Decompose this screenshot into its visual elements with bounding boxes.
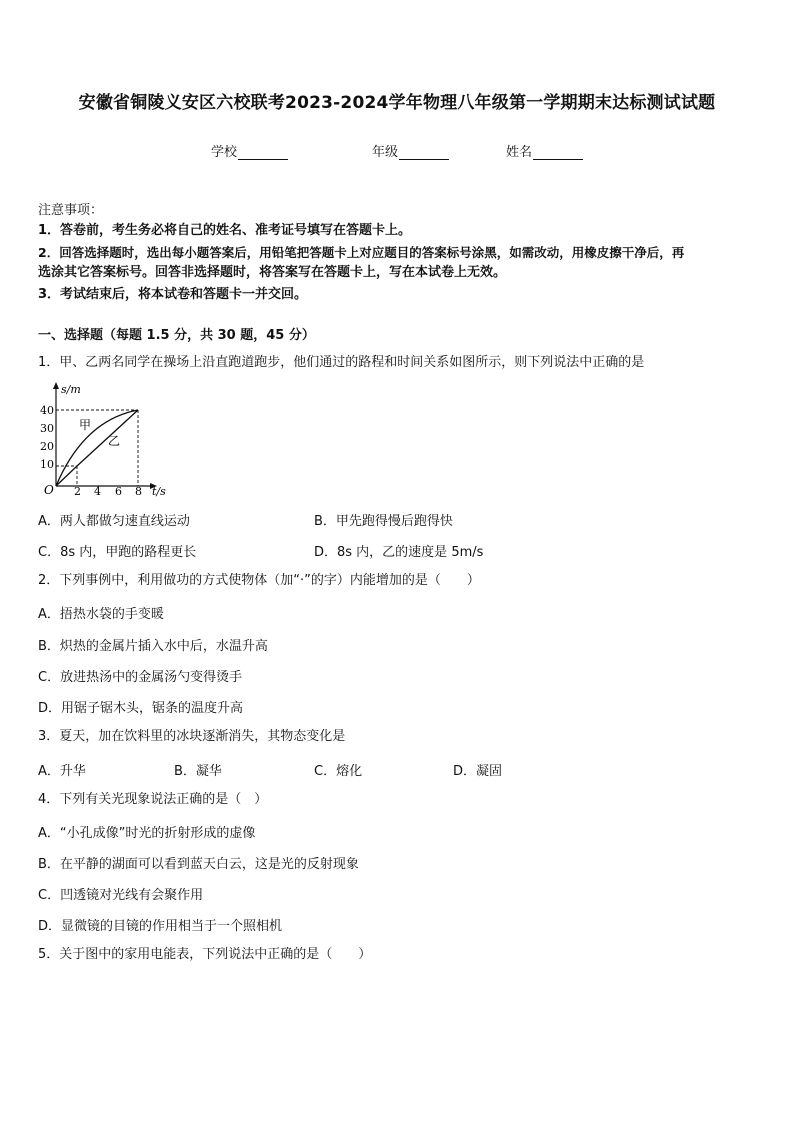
y-tick-10: 10 bbox=[40, 458, 54, 471]
label-yi: 乙 bbox=[108, 434, 121, 448]
school-field bbox=[211, 141, 288, 160]
q1-option-b: B．甲先跑得慢后跑得快 bbox=[314, 514, 453, 529]
x-tick-2: 2 bbox=[74, 485, 81, 498]
q2-option-b: B．炽热的金属片插入水中后，水温升高 bbox=[38, 639, 268, 654]
q1-option-a: A．两人都做匀速直线运动 bbox=[38, 514, 190, 529]
y-axis-label: s/m bbox=[61, 383, 81, 396]
q3-stem: 3．夏天，加在饮料里的冰块逐渐消失，其物态变化是 bbox=[38, 729, 346, 744]
origin-label: O bbox=[44, 483, 54, 497]
q4-option-c: C．凹透镜对光线有会聚作用 bbox=[38, 888, 204, 903]
curve-jia bbox=[56, 410, 138, 486]
name-field bbox=[506, 141, 583, 160]
q1-option-c: C．8s 内，甲跑的路程更长 bbox=[38, 545, 197, 560]
x-tick-8: 8 bbox=[135, 485, 142, 498]
notice-item-2a: 2．回答选择题时，选出每小题答案后，用铅笔把答题卡上对应题目的答案标号涂黑，如需改动，用橡皮擦干净后，再 bbox=[38, 245, 685, 260]
q1-stem: 1．甲、乙两名同学在操场上沿直跑道跑步，他们通过的路程和时间关系如图所示，则下列说法中正确的是 bbox=[38, 355, 645, 370]
x-tick-6: 6 bbox=[115, 485, 122, 498]
y-tick-20: 20 bbox=[40, 440, 54, 453]
q3-option-d: D．凝固 bbox=[453, 764, 503, 779]
q5-stem: 5．关于图中的家用电能表，下列说法中正确的是（ ） bbox=[38, 947, 372, 962]
notice-item-2b: 选涂其它答案标号。回答非选择题时，将答案写在答题卡上，写在本试卷上无效。 bbox=[38, 265, 507, 280]
q4-option-a: A．“小孔成像”时光的折射形成的虚像 bbox=[38, 826, 256, 841]
q4-stem: 4．下列有关光现象说法正确的是（ ） bbox=[38, 792, 268, 807]
x-axis-label: t/s bbox=[152, 485, 166, 498]
grade-field bbox=[372, 141, 449, 160]
q4-option-b: B．在平静的湖面可以看到蓝天白云，这是光的反射现象 bbox=[38, 857, 359, 872]
notice-heading: 注意事项： bbox=[38, 203, 104, 218]
q2-option-a: A．捂热水袋的手变暖 bbox=[38, 607, 164, 622]
section-1-heading: 一、选择题（每题 1.5 分，共 30 题，45 分） bbox=[38, 328, 315, 343]
grade-label: 年级 bbox=[372, 145, 399, 160]
distance-time-graph bbox=[34, 380, 182, 498]
school-blank bbox=[238, 145, 288, 160]
q3-option-c: C．熔化 bbox=[314, 764, 363, 779]
grade-blank bbox=[399, 145, 449, 160]
q3-option-a: A．升华 bbox=[38, 764, 86, 779]
y-axis-arrow bbox=[53, 382, 59, 389]
q3-option-b: B．凝华 bbox=[174, 764, 222, 779]
q4-option-d: D．显微镜的目镜的作用相当于一个照相机 bbox=[38, 919, 283, 934]
name-blank bbox=[533, 145, 583, 160]
label-jia: 甲 bbox=[79, 418, 92, 432]
y-tick-30: 30 bbox=[40, 422, 54, 435]
x-tick-4: 4 bbox=[94, 485, 101, 498]
name-label: 姓名 bbox=[506, 145, 533, 160]
notice-item-1: 1．答卷前，考生务必将自己的姓名、准考证号填写在答题卡上。 bbox=[38, 223, 412, 238]
q2-option-d: D．用锯子锯木头，锯条的温度升高 bbox=[38, 701, 244, 716]
q1-option-d: D．8s 内，乙的速度是 5m/s bbox=[314, 545, 484, 560]
exam-title: 安徽省铜陵义安区六校联考2023-2024学年物理八年级第一学期期末达标测试试题 bbox=[78, 93, 716, 113]
school-label: 学校 bbox=[211, 145, 238, 160]
q2-stem: 2．下列事例中，利用做功的方式使物体（加“·”的字）内能增加的是（ ） bbox=[38, 573, 480, 588]
notice-item-3: 3．考试结束后，将本试卷和答题卡一并交回。 bbox=[38, 287, 308, 302]
q2-option-c: C．放进热汤中的金属汤勺变得烫手 bbox=[38, 670, 243, 685]
y-tick-40: 40 bbox=[40, 404, 54, 417]
